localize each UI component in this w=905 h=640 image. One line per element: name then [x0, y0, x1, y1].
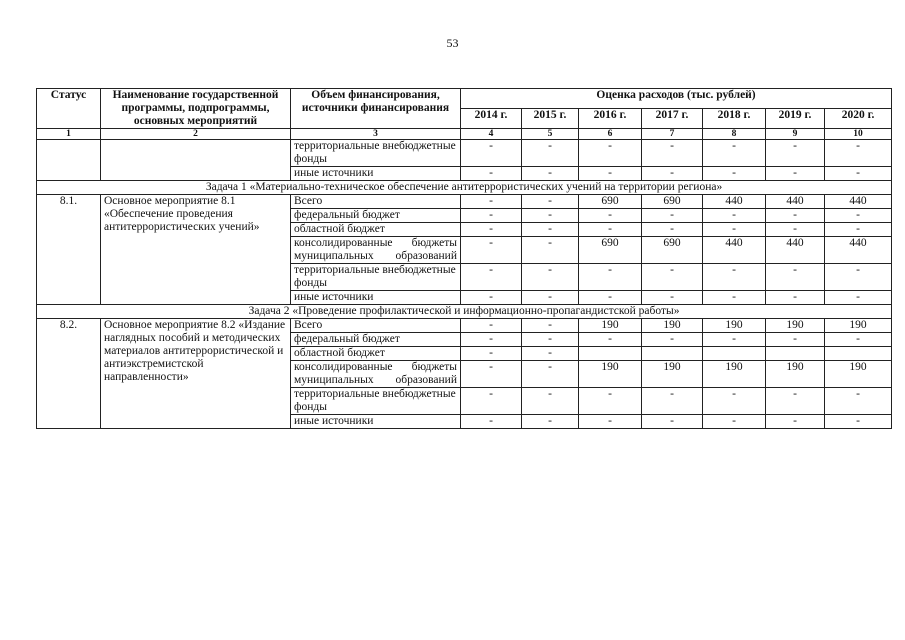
header-year: 2017 г. — [642, 109, 703, 129]
value-cell: - — [461, 167, 522, 181]
value-cell: - — [766, 223, 825, 237]
source-cell: территориальные внебюджетные фонды — [291, 140, 461, 167]
value-cell: - — [703, 209, 766, 223]
value-cell: - — [461, 415, 522, 429]
column-number: 3 — [291, 129, 461, 140]
value-cell: - — [703, 140, 766, 167]
value-cell: - — [825, 333, 892, 347]
value-cell: - — [766, 291, 825, 305]
column-number: 9 — [766, 129, 825, 140]
value-cell: - — [703, 167, 766, 181]
column-number: 2 — [101, 129, 291, 140]
table-row — [37, 319, 892, 333]
source-cell: федеральный бюджет — [291, 333, 461, 347]
value-cell — [703, 347, 766, 361]
value-cell: - — [461, 333, 522, 347]
value-cell: 690 — [642, 195, 703, 209]
value-cell: 690 — [579, 195, 642, 209]
status-cell: 8.2. — [37, 319, 101, 429]
value-cell: 190 — [642, 361, 703, 388]
value-cell: 440 — [825, 237, 892, 264]
value-cell: 440 — [825, 195, 892, 209]
source-cell: иные источники — [291, 167, 461, 181]
source-cell: консолидированные бюджеты муниципальных образований — [291, 361, 461, 388]
value-cell: - — [766, 167, 825, 181]
value-cell: - — [579, 209, 642, 223]
value-cell: - — [825, 209, 892, 223]
source-cell: областной бюджет — [291, 347, 461, 361]
value-cell: 690 — [579, 237, 642, 264]
value-cell: - — [461, 319, 522, 333]
page-number: 53 — [446, 36, 459, 50]
value-cell: - — [522, 237, 579, 264]
column-number: 8 — [703, 129, 766, 140]
status-cell — [37, 140, 101, 181]
value-cell: - — [703, 415, 766, 429]
value-cell: - — [703, 264, 766, 291]
value-cell: - — [522, 319, 579, 333]
header-status: Статус — [37, 89, 101, 129]
column-number: 10 — [825, 129, 892, 140]
value-cell: - — [579, 388, 642, 415]
value-cell: 440 — [766, 195, 825, 209]
value-cell: - — [579, 291, 642, 305]
table-row — [37, 195, 892, 209]
value-cell: 190 — [703, 319, 766, 333]
value-cell: 190 — [825, 319, 892, 333]
value-cell: - — [461, 264, 522, 291]
value-cell: - — [825, 167, 892, 181]
value-cell: - — [522, 415, 579, 429]
header-year: 2014 г. — [461, 109, 522, 129]
value-cell: - — [766, 209, 825, 223]
task-title-row — [37, 181, 892, 195]
source-cell: Всего — [291, 319, 461, 333]
task-title: Задача 1 «Материально-техническое обеспечение антитеррористических учений на территории региона» — [37, 181, 892, 195]
value-cell: - — [522, 347, 579, 361]
source-cell: федеральный бюджет — [291, 209, 461, 223]
source-cell: консолидированные бюджеты муниципальных образований — [291, 237, 461, 264]
value-cell: 440 — [766, 237, 825, 264]
header-row — [37, 89, 892, 109]
value-cell: - — [461, 361, 522, 388]
column-number: 1 — [37, 129, 101, 140]
source-cell: территориальные внебюджетные фонды — [291, 264, 461, 291]
value-cell: 190 — [642, 319, 703, 333]
value-cell — [825, 347, 892, 361]
value-cell: 190 — [579, 361, 642, 388]
value-cell: - — [579, 140, 642, 167]
task-title-row — [37, 305, 892, 319]
value-cell: - — [522, 333, 579, 347]
value-cell: - — [642, 140, 703, 167]
value-cell: - — [766, 333, 825, 347]
column-number: 4 — [461, 129, 522, 140]
value-cell: - — [825, 415, 892, 429]
source-cell: иные источники — [291, 415, 461, 429]
table-row — [37, 140, 892, 167]
value-cell: - — [642, 223, 703, 237]
header-name: Наименование государственной программы, подпрограммы, основных мероприятий — [101, 89, 291, 129]
header-year: 2015 г. — [522, 109, 579, 129]
value-cell: - — [642, 291, 703, 305]
header-year: 2019 г. — [766, 109, 825, 129]
header-estimate: Оценка расходов (тыс. рублей) — [461, 89, 892, 109]
financing-table — [36, 88, 892, 429]
header-year: 2018 г. — [703, 109, 766, 129]
value-cell: 440 — [703, 195, 766, 209]
name-cell: Основное мероприятие 8.2 «Издание наглядных пособий и методических материалов антитеррористической и антиэкстремистской направленности» — [101, 319, 291, 429]
value-cell: - — [522, 140, 579, 167]
value-cell: - — [461, 140, 522, 167]
value-cell: - — [579, 223, 642, 237]
value-cell: - — [703, 291, 766, 305]
header-year: 2016 г. — [579, 109, 642, 129]
value-cell: - — [825, 140, 892, 167]
source-cell: областной бюджет — [291, 223, 461, 237]
source-cell: территориальные внебюджетные фонды — [291, 388, 461, 415]
status-cell: 8.1. — [37, 195, 101, 305]
value-cell: - — [522, 223, 579, 237]
value-cell: - — [825, 223, 892, 237]
value-cell: - — [461, 347, 522, 361]
value-cell: - — [522, 361, 579, 388]
value-cell: - — [642, 167, 703, 181]
value-cell: - — [825, 388, 892, 415]
value-cell: - — [461, 195, 522, 209]
task-title: Задача 2 «Проведение профилактической и информационно-пропагандистской работы» — [37, 305, 892, 319]
value-cell: - — [461, 291, 522, 305]
value-cell: - — [461, 223, 522, 237]
header-year: 2020 г. — [825, 109, 892, 129]
value-cell: - — [703, 223, 766, 237]
column-number: 6 — [579, 129, 642, 140]
value-cell: - — [579, 264, 642, 291]
value-cell — [766, 347, 825, 361]
header-funding: Объем финансирования, источники финансирования — [291, 89, 461, 129]
value-cell: - — [579, 167, 642, 181]
value-cell: - — [766, 388, 825, 415]
value-cell: - — [522, 388, 579, 415]
value-cell: - — [642, 388, 703, 415]
value-cell — [579, 347, 642, 361]
column-number: 5 — [522, 129, 579, 140]
value-cell: 190 — [703, 361, 766, 388]
column-numbers-row — [37, 129, 892, 140]
value-cell: - — [825, 264, 892, 291]
value-cell: - — [642, 264, 703, 291]
value-cell: - — [703, 333, 766, 347]
column-number: 7 — [642, 129, 703, 140]
value-cell: 690 — [642, 237, 703, 264]
value-cell: 190 — [766, 361, 825, 388]
value-cell: - — [522, 209, 579, 223]
value-cell: - — [522, 291, 579, 305]
value-cell: - — [766, 264, 825, 291]
name-cell: Основное мероприятие 8.1 «Обеспечение проведения антитеррористических учений» — [101, 195, 291, 305]
value-cell: - — [461, 237, 522, 264]
value-cell: 190 — [766, 319, 825, 333]
value-cell: - — [766, 415, 825, 429]
value-cell: - — [522, 264, 579, 291]
value-cell: - — [461, 209, 522, 223]
source-cell: иные источники — [291, 291, 461, 305]
value-cell: - — [642, 333, 703, 347]
value-cell: - — [579, 333, 642, 347]
value-cell: 440 — [703, 237, 766, 264]
value-cell: - — [642, 415, 703, 429]
value-cell: - — [825, 291, 892, 305]
value-cell: - — [579, 415, 642, 429]
value-cell: - — [461, 388, 522, 415]
value-cell — [642, 347, 703, 361]
value-cell: 190 — [825, 361, 892, 388]
value-cell: - — [642, 209, 703, 223]
value-cell: - — [522, 167, 579, 181]
name-cell — [101, 140, 291, 181]
value-cell: 190 — [579, 319, 642, 333]
value-cell: - — [522, 195, 579, 209]
value-cell: - — [766, 140, 825, 167]
source-cell: Всего — [291, 195, 461, 209]
value-cell: - — [703, 388, 766, 415]
